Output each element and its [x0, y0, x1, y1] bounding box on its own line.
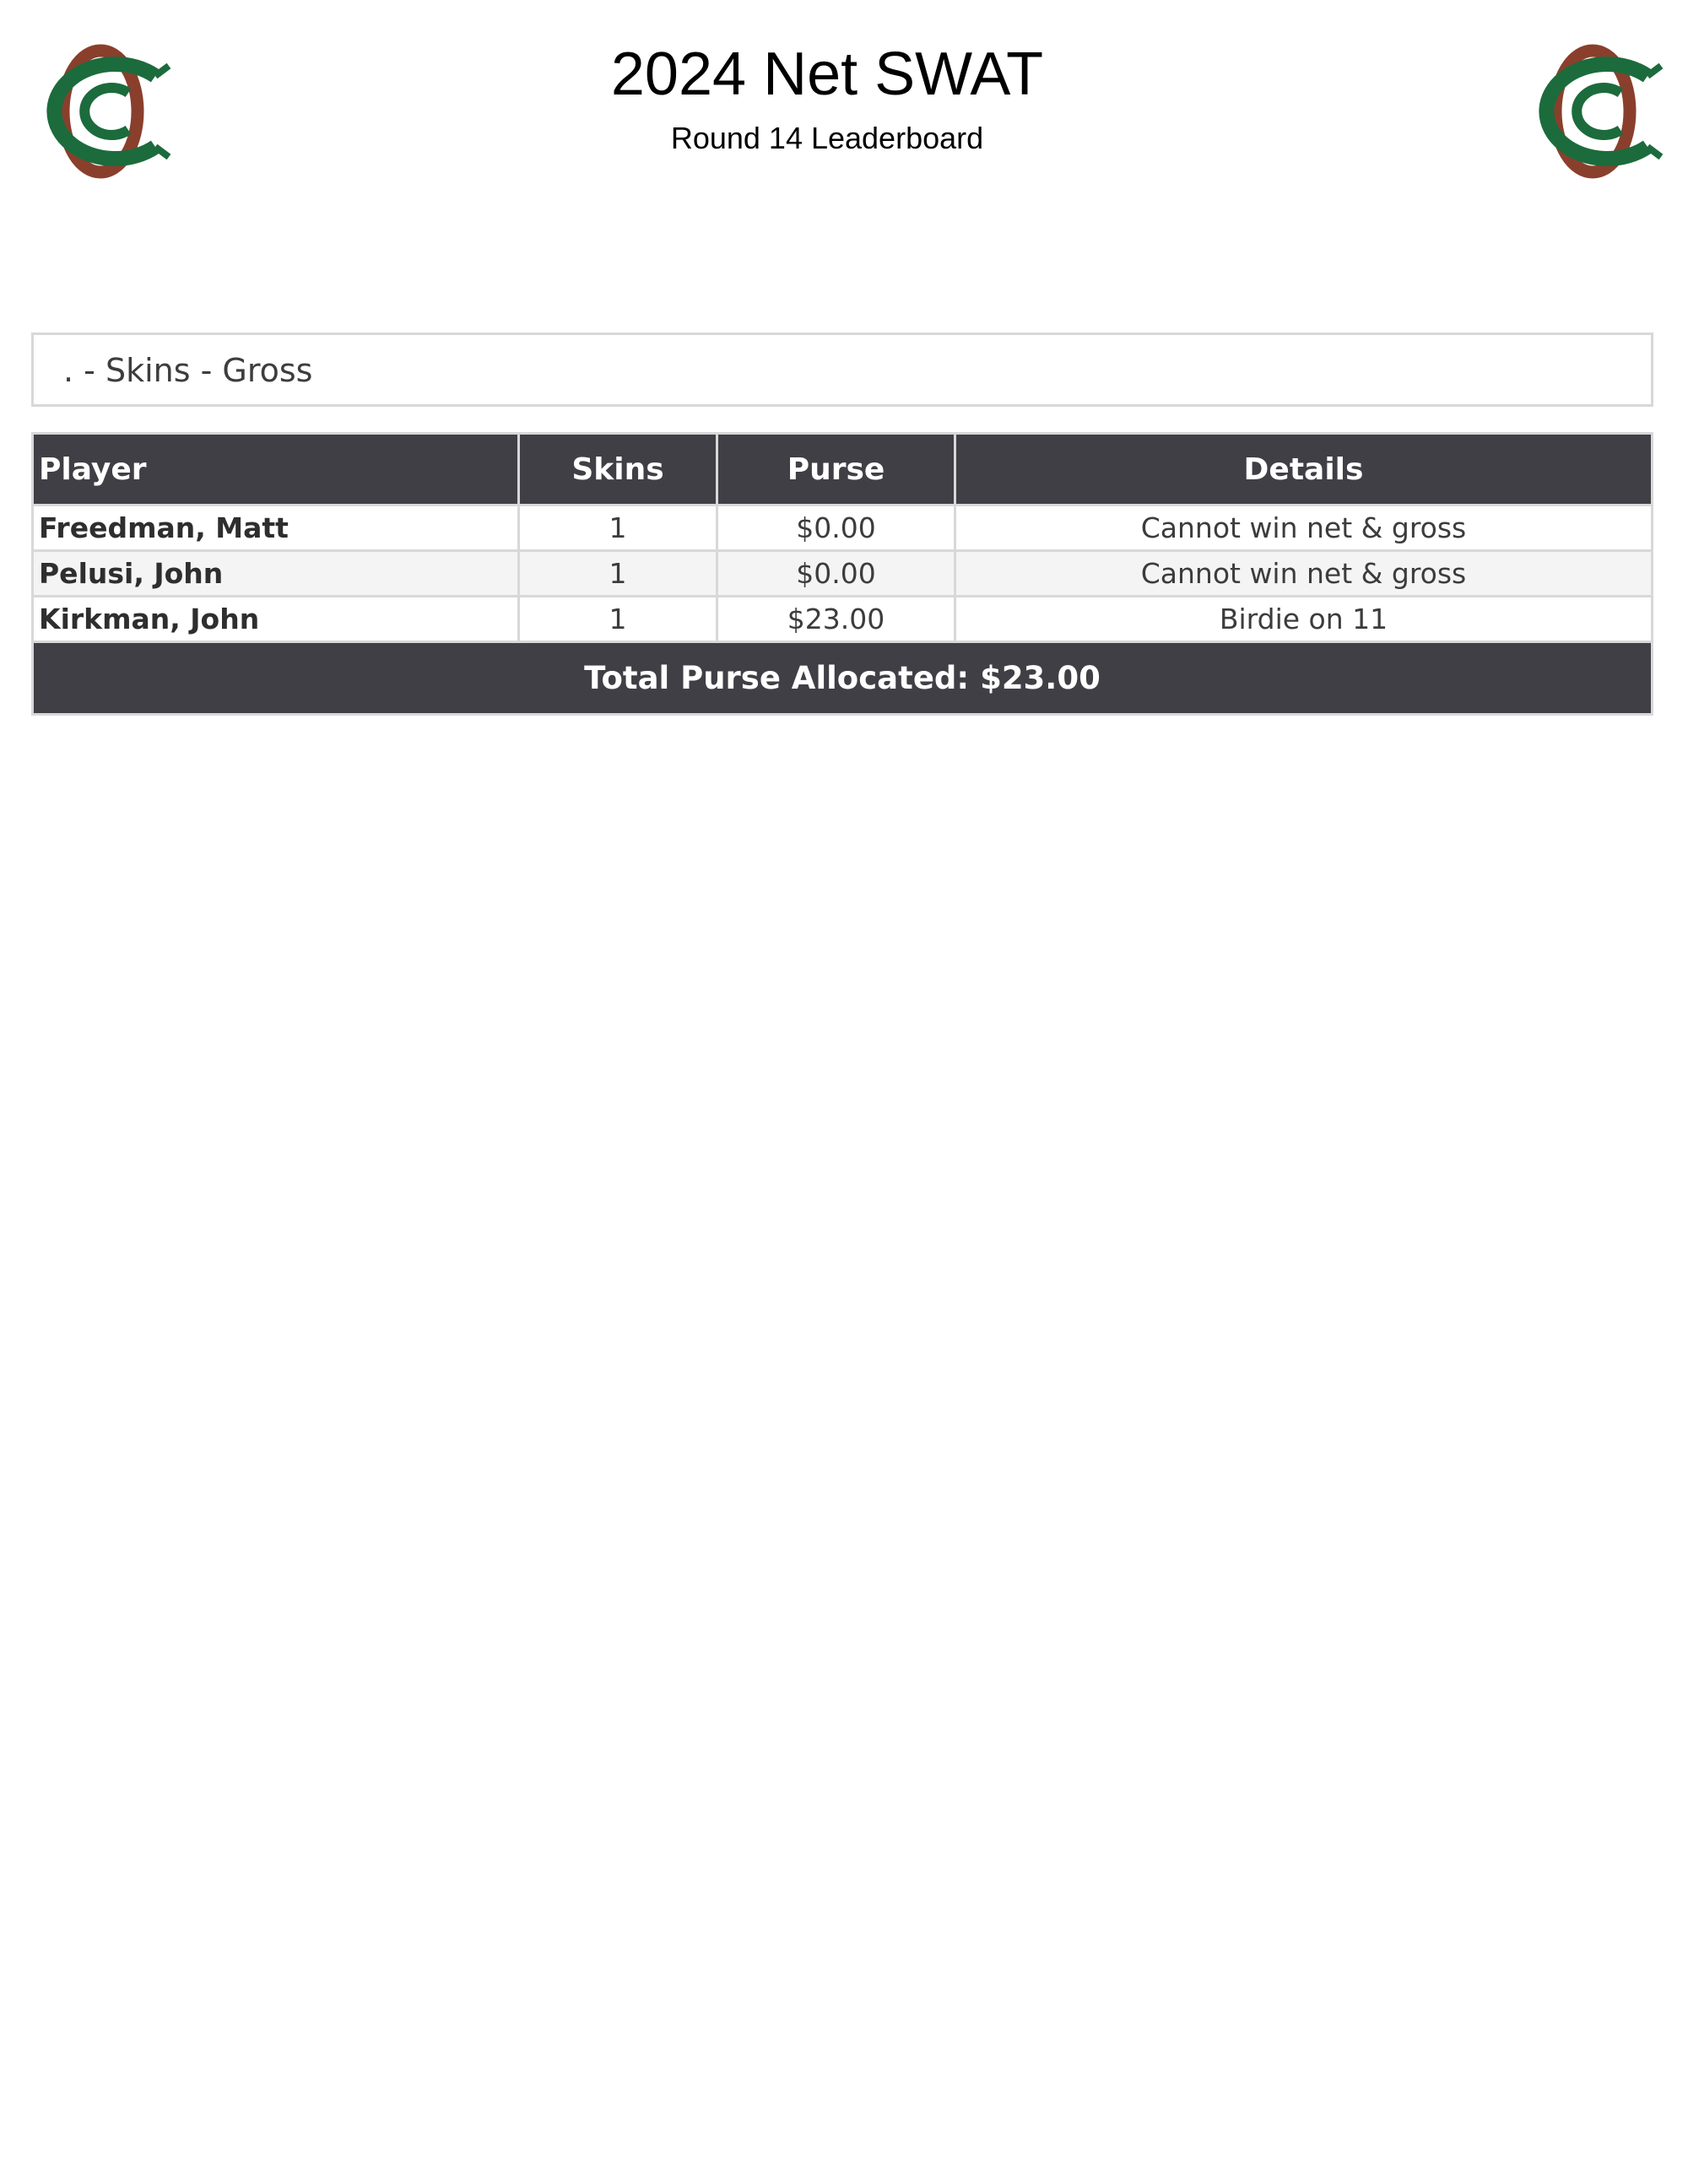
player-cell: Freedman, Matt: [33, 505, 519, 551]
club-monogram-logo-icon: [1521, 44, 1664, 179]
player-cell: Kirkman, John: [33, 597, 519, 642]
club-logo-right: [1521, 44, 1664, 179]
purse-cell: $0.00: [717, 551, 955, 597]
table-footer-row: [33, 642, 1653, 715]
section-title: . - Skins - Gross: [63, 352, 313, 389]
total-purse-allocated: Total Purse Allocated: $23.00: [33, 642, 1653, 715]
details-cell: Birdie on 11: [955, 597, 1653, 642]
skins-cell: 1: [519, 505, 717, 551]
player-cell: Pelusi, John: [33, 551, 519, 597]
purse-cell: $0.00: [717, 505, 955, 551]
purse-cell: $23.00: [717, 597, 955, 642]
table-row: [33, 551, 1653, 597]
skins-cell: 1: [519, 597, 717, 642]
table-header-row: [33, 434, 1653, 505]
column-header-details: Details: [955, 434, 1653, 505]
skins-cell: 1: [519, 551, 717, 597]
skins-table: [31, 432, 1653, 716]
column-header-skins: Skins: [519, 434, 717, 505]
table-row: [33, 597, 1653, 642]
details-cell: Cannot win net & gross: [955, 505, 1653, 551]
column-header-purse: Purse: [717, 434, 955, 505]
column-header-player: Player: [33, 434, 519, 505]
table-row: [33, 505, 1653, 551]
details-cell: Cannot win net & gross: [955, 551, 1653, 597]
page-subtitle: Round 14 Leaderboard: [670, 121, 984, 155]
section-header: [31, 332, 1653, 407]
page-title: 2024 Net SWAT: [610, 41, 1044, 108]
